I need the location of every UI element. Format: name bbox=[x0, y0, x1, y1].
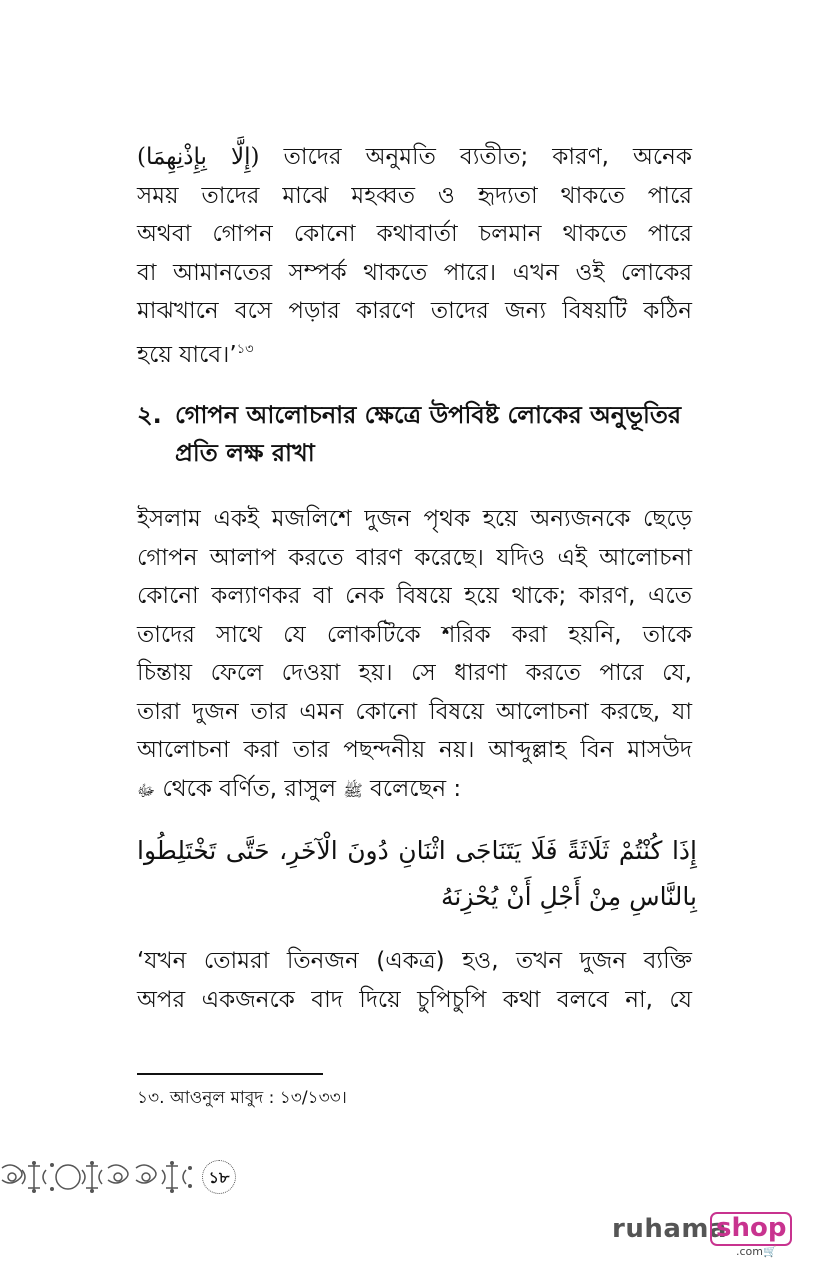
paragraph-1 bbox=[137, 138, 692, 374]
footnote-reference[interactable]: ১৩ bbox=[236, 341, 254, 357]
sallallahu-alaihi-wasallam-icon: ﷺ bbox=[343, 780, 363, 800]
page-number: ১৮ bbox=[202, 1160, 236, 1194]
hadith-line-2: بِالنَّاسِ مِنْ أَجْلِ أَنْ يُحْزِنَهُ bbox=[441, 882, 697, 911]
paragraph-1-line: হয়ে যাবে।’$^{১৩}$ bbox=[137, 341, 254, 368]
ruhamashop-logo[interactable] bbox=[612, 1212, 787, 1260]
logo-text-ruhama: ruhama bbox=[612, 1214, 728, 1244]
section-title-line-2: প্রতি লক্ষ রাখা bbox=[175, 439, 315, 467]
footnote-divider bbox=[137, 1073, 323, 1075]
hadith-line-1: إِذَا كُنْتُمْ ثَلَاثَةً فَلَا يَتَنَاجَى اثْنَانِ دُونَ الْآخَرِ، حَتَّى تَخْتَلِطُوا bbox=[137, 836, 697, 865]
paragraph-3-line: অপর একজনকে বাদ দিয়ে চুপিচুপি কথা বলবে না, যে bbox=[137, 986, 692, 1013]
paragraph-1-line: বা আমানতের সম্পর্ক থাকতে পারে। এখন ওই লোকের bbox=[137, 259, 692, 286]
paragraph-2-line: চিন্তায় ফেলে দেওয়া হয়। সে ধারণা করতে পারে যে, bbox=[137, 660, 692, 686]
paragraph-3 bbox=[137, 942, 692, 1019]
footnote: ১৩. আওনুল মাবুদ : ১৩/১৩৩। bbox=[137, 1088, 347, 1108]
logo-text-shop: shop bbox=[710, 1212, 792, 1246]
paragraph-1-line: (إِلَّا بِإِذْنِهِمَا) তাদের অনুমতি ব্যতীত; কারণ, অনেক bbox=[137, 144, 692, 170]
paragraph-3-line: ‘যখন তোমরা তিনজন (একত্র) হও, তখন দুজন ব্যক্তি bbox=[137, 948, 692, 974]
paragraph-2-line: তারা দুজন তার এমন কোনো বিষয়ে আলোচনা করছে, যা bbox=[137, 698, 692, 725]
radiallahu-anhu-icon: ﷻ bbox=[137, 780, 156, 800]
hadith-arabic bbox=[137, 828, 697, 920]
floral-border-ornament-icon bbox=[0, 1160, 195, 1194]
paragraph-1-line: মাঝখানে বসে পড়ার কারণে তাদের জন্য বিষয়টি কঠিন bbox=[137, 298, 692, 324]
paragraph-2-line: আলোচনা করা তার পছন্দনীয় নয়। আব্দুল্লাহ বিন মাসউদ bbox=[137, 737, 692, 763]
logo-text-dotcom: .com🛒 bbox=[736, 1245, 777, 1258]
section-title-line-1: গোপন আলোচনার ক্ষেত্রে উপবিষ্ট লোকের অনুভূতির bbox=[175, 401, 682, 429]
section-number: ২. bbox=[137, 401, 162, 429]
paragraph-2-line: ﷻ থেকে বর্ণিত, রাসুল ﷺ বলেছেন : bbox=[137, 775, 462, 802]
paragraph-2-line: কোনো কল্যাণকর বা নেক বিষয়ে হয়ে থাকে; কারণ, এতে bbox=[137, 583, 692, 609]
paragraph-1-line: সময় তাদের মাঝে মহব্বত ও হৃদ্যতা থাকতে পারে bbox=[137, 182, 692, 209]
section-heading bbox=[137, 396, 697, 472]
paragraph-1-line: অথবা গোপন কোনো কথাবার্তা চলমান থাকতে পারে bbox=[137, 221, 692, 247]
paragraph-2 bbox=[137, 500, 692, 810]
shopping-cart-icon: 🛒 bbox=[763, 1245, 777, 1258]
arabic-phrase: (إِلَّا بِإِذْنِهِمَا) bbox=[137, 144, 260, 170]
paragraph-2-line: গোপন আলাপ করতে বারণ করেছে। যদিও এই আলোচনা bbox=[137, 544, 692, 571]
paragraph-2-line: ইসলাম একই মজলিশে দুজন পৃথক হয়ে অন্যজনকে ছেড়ে bbox=[137, 506, 692, 532]
paragraph-2-line: তাদের সাথে যে লোকটিকে শরিক করা হয়নি, তাকে bbox=[137, 621, 692, 648]
